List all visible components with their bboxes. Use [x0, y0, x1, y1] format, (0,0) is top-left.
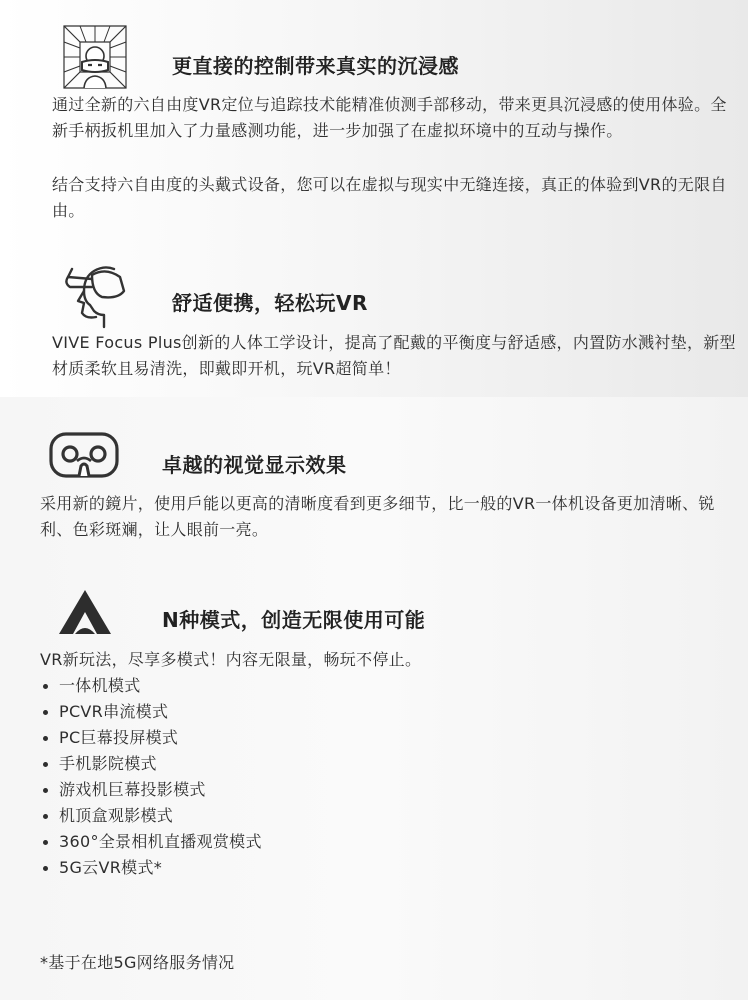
section-paragraph-visual: 采用新的鏡片，使用戶能以更高的清晰度看到更多细节，比一般的VR一体机设备更加清晰、锐利、色彩斑斓，让人眼前一亮。	[40, 494, 715, 539]
list-item: 机顶盒观影模式	[42, 803, 262, 829]
section-heading-visual: 卓越的视觉显示效果	[162, 453, 347, 477]
list-item: 360°全景相机直播观赏模式	[42, 829, 262, 855]
list-item: 5G云VR模式*	[42, 855, 262, 881]
list-item: 一体机模式	[42, 673, 262, 699]
section-paragraph-immersion-2: 结合支持六自由度的头戴式设备，您可以在虚拟与现实中无缝连接，真正的体验到VR的无限自由。	[52, 175, 727, 220]
head-with-headset-icon	[58, 257, 132, 335]
list-item: 手机影院模式	[42, 751, 262, 777]
section-paragraph-modes: VR新玩法，尽享多模式！内容无限量，畅玩不停止。	[40, 650, 422, 669]
vr-headset-grid-icon	[60, 22, 130, 96]
section-paragraph-comfort: VIVE Focus Plus创新的人体工学设计，提高了配戴的平衡度与舒适感，内置防水溅衬垫，新型材质柔软且易清洗，即戴即开机，玩VR超简单！	[52, 333, 736, 378]
list-item: PCVR串流模式	[42, 699, 262, 725]
modes-list	[42, 673, 262, 881]
vr-goggles-icon	[48, 431, 120, 483]
section-heading-modes: N种模式，创造无限使用可能	[162, 608, 426, 632]
list-item: 游戏机巨幕投影模式	[42, 777, 262, 803]
section-paragraph-immersion-1: 通过全新的六自由度VR定位与追踪技术能精准侦测手部移动，带来更具沉浸感的使用体验。全新手柄扳机里加入了力量感测功能，进一步加强了在虚拟环境中的互动与操作。	[52, 95, 727, 140]
footnote: *基于在地5G网络服务情况	[40, 953, 235, 972]
section-heading-comfort: 舒适便携，轻松玩VR	[172, 291, 368, 315]
vive-logo-icon	[57, 588, 113, 640]
section-heading-immersion: 更直接的控制带来真实的沉浸感	[172, 54, 459, 78]
list-item: PC巨幕投屏模式	[42, 725, 262, 751]
